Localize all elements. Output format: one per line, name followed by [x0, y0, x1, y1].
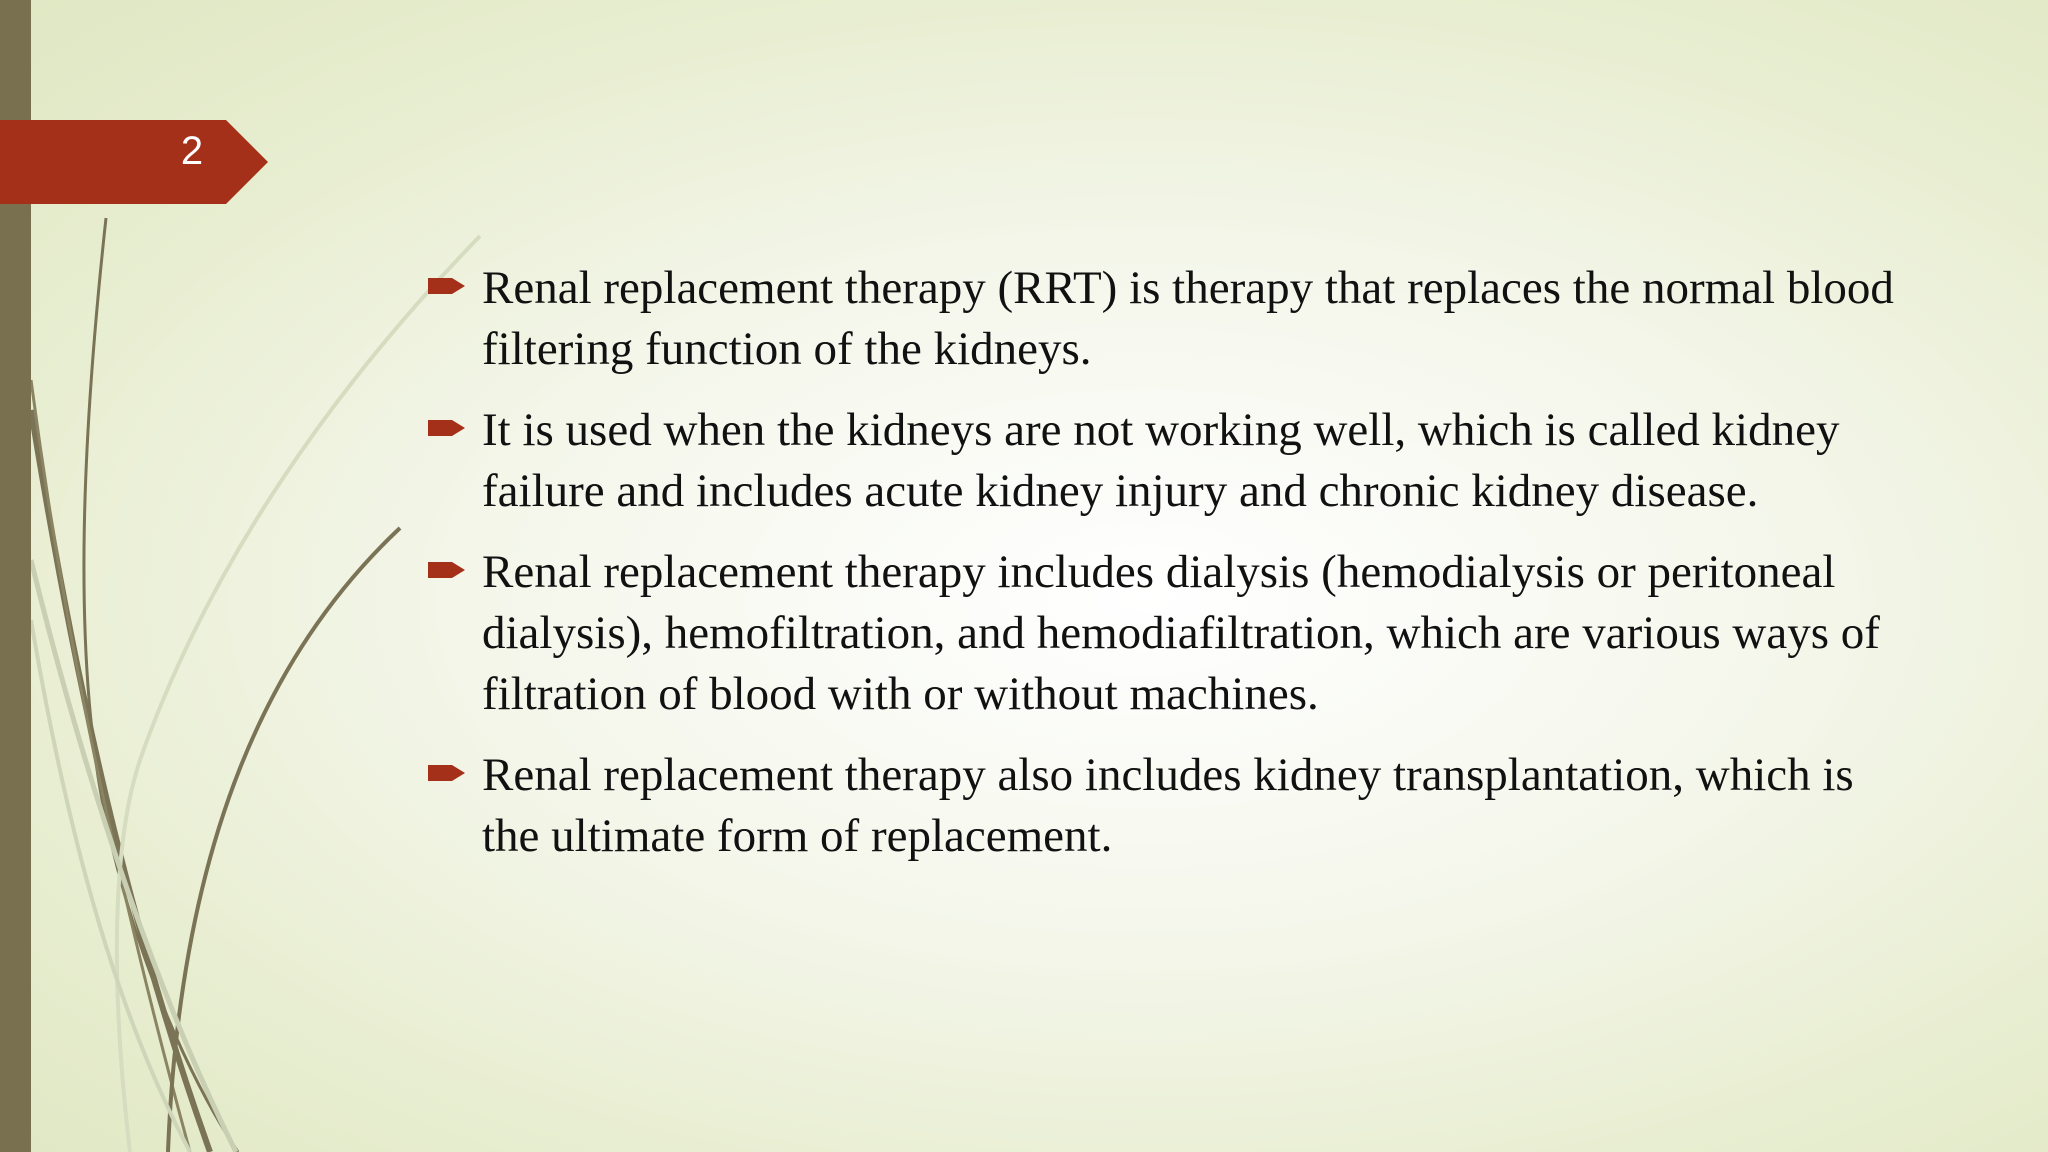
bullet-text: Renal replacement therapy also includes kidney transplantation, which is the ultimate form of replacement. [482, 749, 1854, 862]
arrow-bullet-icon [428, 762, 466, 784]
slide-number: 2 [180, 129, 204, 173]
arrow-bullet-icon [428, 559, 466, 581]
list-item [428, 400, 1908, 522]
list-item [428, 542, 1908, 725]
list-item [428, 745, 1908, 867]
bullet-text: Renal replacement therapy includes dialysis (hemodialysis or peritoneal dialysis), hemofiltration, and hemodiafiltration, which are various ways of filtration of blood with or without machines. [482, 546, 1880, 720]
slide-number-tab [0, 120, 268, 204]
list-item [428, 258, 1908, 380]
arrow-bullet-icon [428, 417, 466, 439]
arrow-bullet-icon [428, 275, 466, 297]
bullet-list [428, 258, 1908, 887]
bullet-text: It is used when the kidneys are not working well, which is called kidney failure and includes acute kidney injury and chronic kidney disease. [482, 404, 1840, 517]
bullet-text: Renal replacement therapy (RRT) is therapy that replaces the normal blood filtering function of the kidneys. [482, 262, 1894, 375]
